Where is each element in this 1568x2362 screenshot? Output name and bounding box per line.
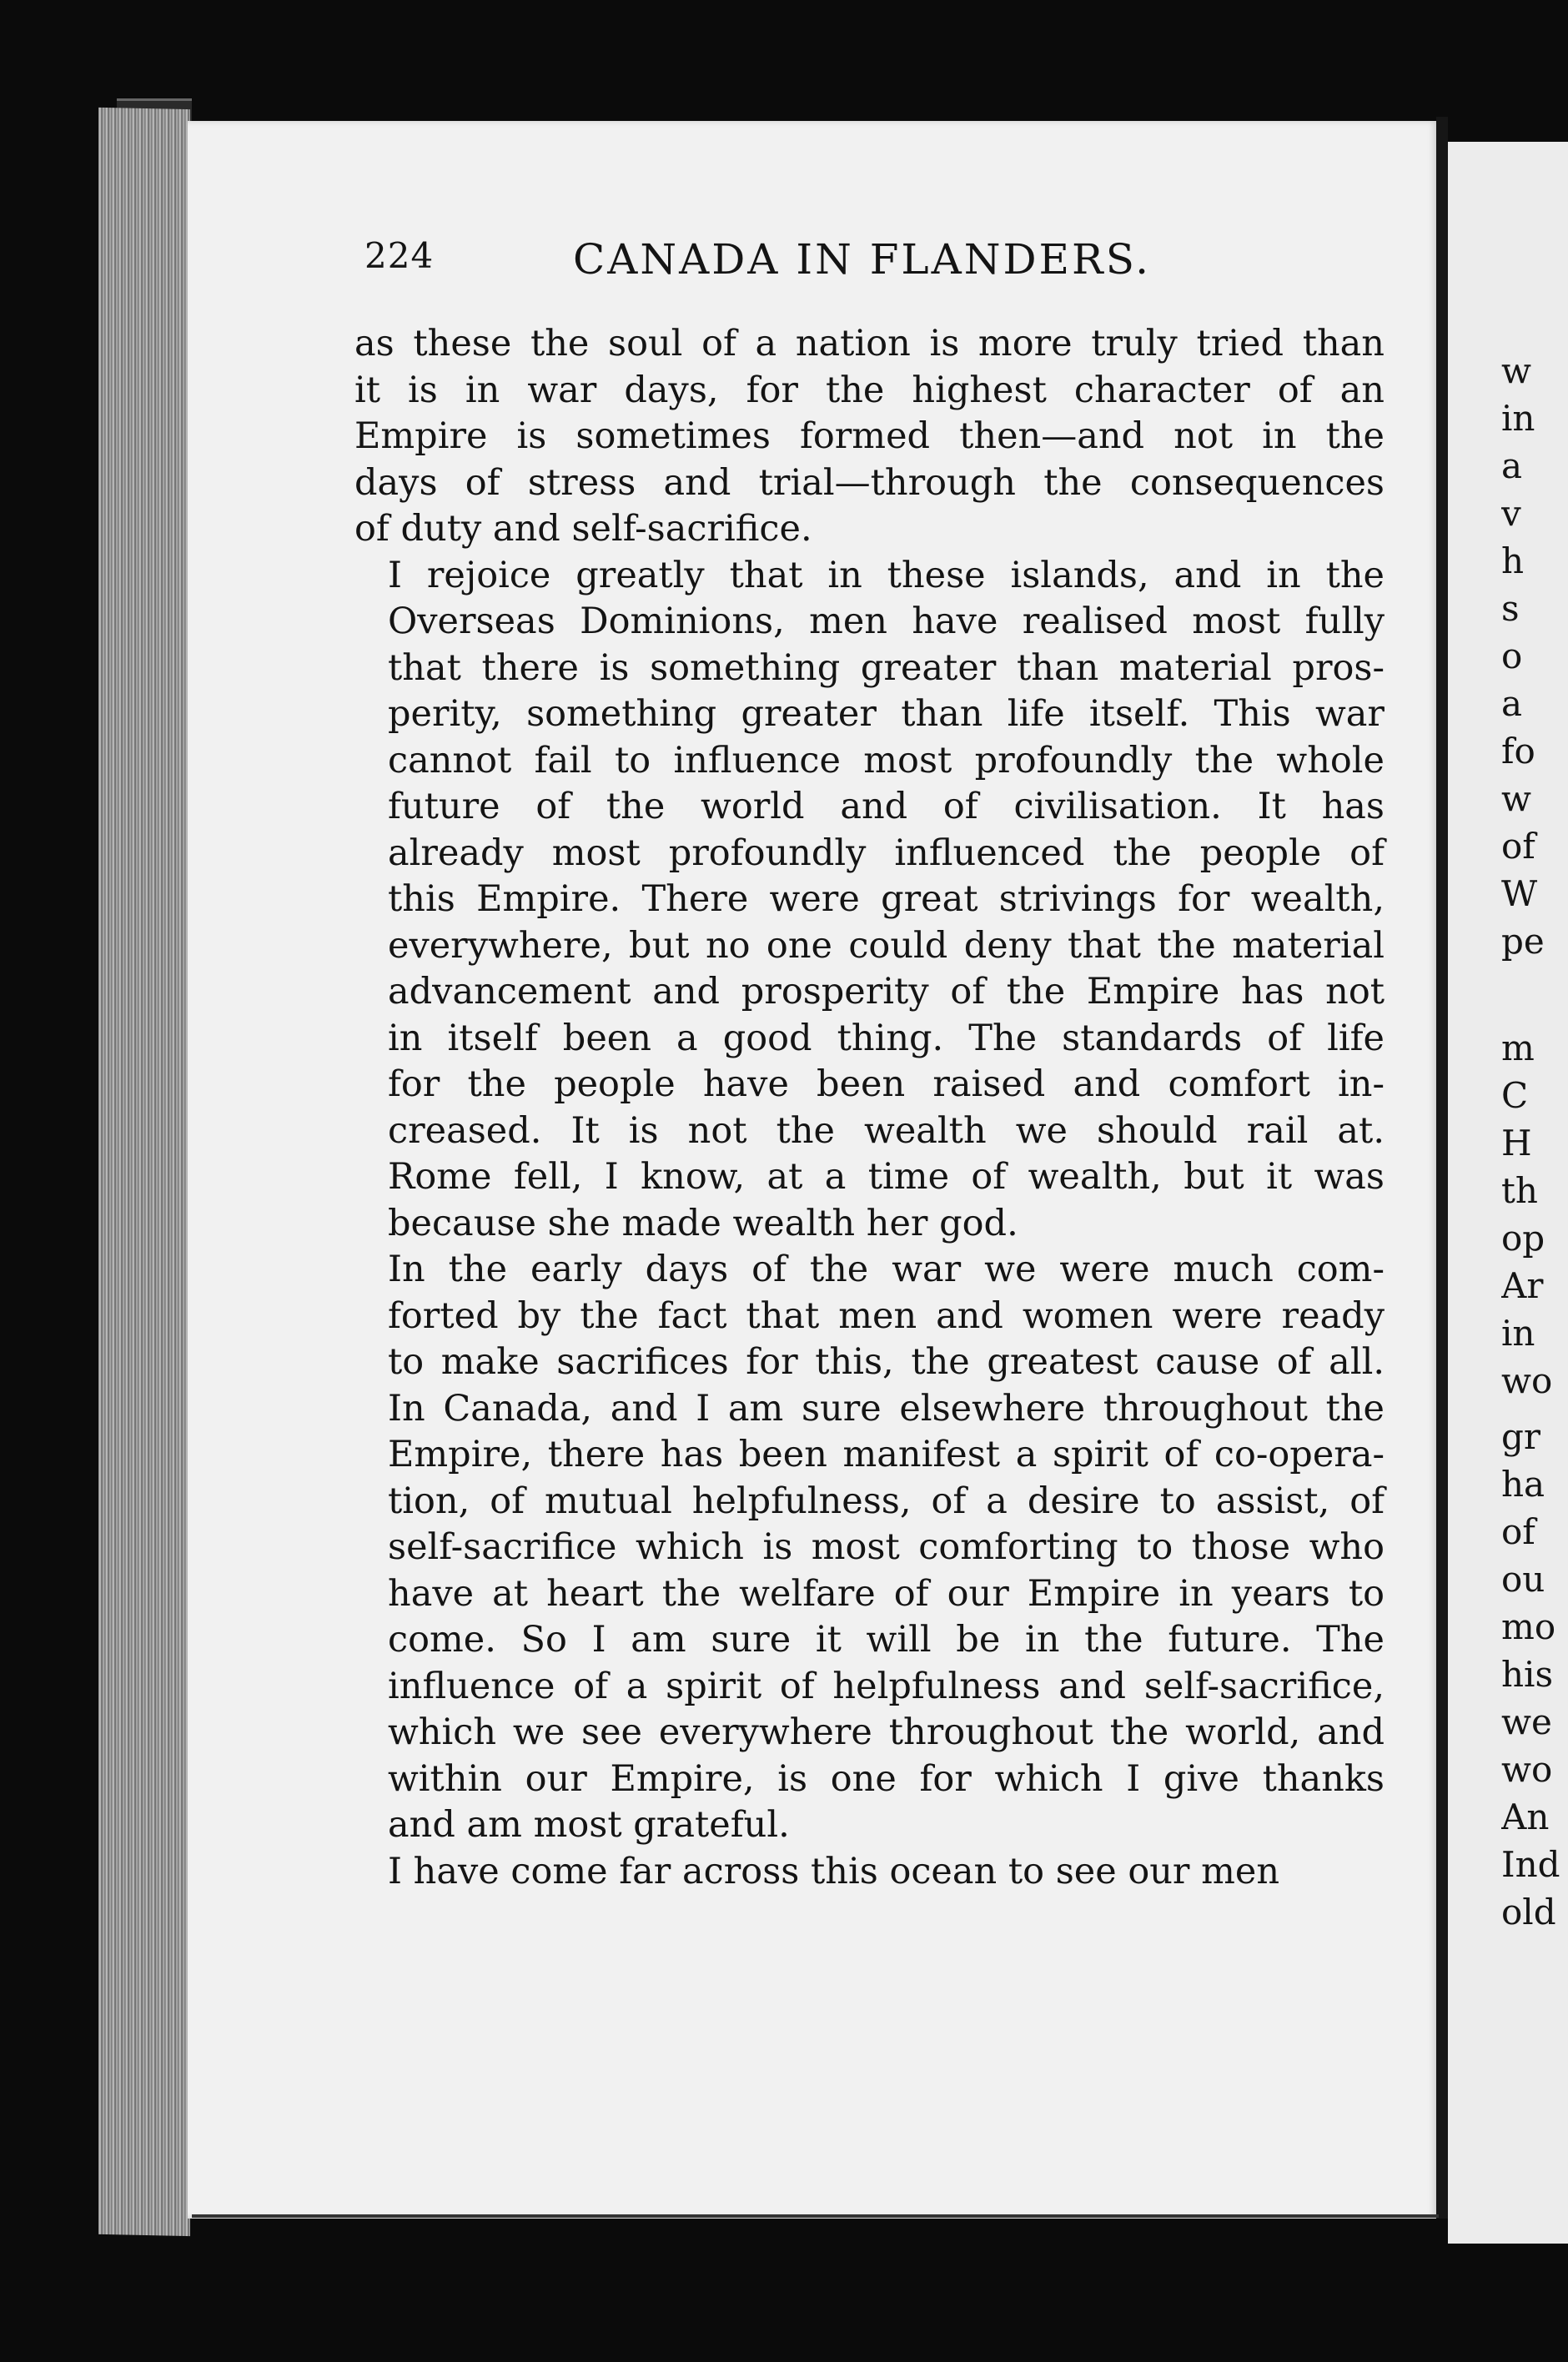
paragraph bbox=[354, 1849, 1385, 1896]
text-line: creased. It is not the wealth we should rail at. bbox=[388, 1109, 1385, 1152]
right-page-fragment: of bbox=[1501, 1511, 1535, 1552]
right-page-fragment: in bbox=[1501, 1313, 1535, 1354]
text-line: tion, of mutual helpfulness, of a desire to assist, of bbox=[388, 1480, 1385, 1522]
text-line: Overseas Dominions, men have realised most fully bbox=[388, 601, 1385, 642]
text-line: of duty and self-sacrifice. bbox=[354, 508, 812, 550]
right-page-fragment: mo bbox=[1501, 1606, 1556, 1647]
text-line: for the people have been raised and comfort in- bbox=[388, 1063, 1385, 1105]
text-line: this Empire. There were great strivings for wealth, bbox=[388, 878, 1385, 920]
text-line: perity, something greater than life itself. This war bbox=[388, 693, 1385, 735]
text-line: Empire is sometimes formed then—and not in the bbox=[354, 415, 1385, 457]
right-page-fragment: ha bbox=[1501, 1464, 1545, 1505]
right-page-fragment: fo bbox=[1501, 731, 1535, 771]
right-page-fragment: Ind bbox=[1501, 1844, 1560, 1885]
text-line: influence of a spirit of helpfulness and self-sacrifice, bbox=[388, 1665, 1385, 1707]
running-header bbox=[364, 235, 1386, 294]
right-page-fragment: old bbox=[1501, 1892, 1556, 1932]
right-page-fragment: wo bbox=[1501, 1749, 1553, 1790]
page-edges bbox=[98, 108, 190, 2236]
right-page-fragment: a bbox=[1501, 683, 1523, 724]
text-line: have at heart the welfare of our Empire in years to bbox=[388, 1572, 1385, 1615]
text-line: Rome fell, I know, at a time of wealth, but it was bbox=[388, 1156, 1385, 1198]
text-line: self-sacrifice which is most comforting to those who bbox=[388, 1526, 1385, 1568]
right-page-fragment: m bbox=[1501, 1028, 1535, 1068]
right-page-fragment: in bbox=[1501, 398, 1535, 439]
paragraph bbox=[354, 321, 1385, 553]
text-line: come. So I am sure it will be in the future. The bbox=[388, 1619, 1385, 1661]
book-title: CANADA IN FLANDERS. bbox=[573, 235, 1152, 284]
text-line: to make sacrifices for this, the greatest cause of all. bbox=[388, 1341, 1385, 1383]
right-page-fragment: we bbox=[1501, 1701, 1552, 1742]
text-line: in itself been a good thing. The standards of life bbox=[388, 1017, 1385, 1059]
book-gutter bbox=[1436, 117, 1448, 2219]
right-page-fragment: s bbox=[1501, 588, 1520, 629]
text-line: forted by the fact that men and women were ready bbox=[388, 1294, 1385, 1337]
text-line: I have come far across this ocean to see our men bbox=[388, 1850, 1280, 1892]
text-line: that there is something greater than material pros- bbox=[388, 646, 1385, 689]
text-line: In Canada, and I am sure elsewhere throughout the bbox=[388, 1387, 1385, 1430]
right-page-fragment: o bbox=[1501, 636, 1523, 676]
right-page-fragment: W bbox=[1501, 873, 1538, 914]
text-line: everywhere, but no one could deny that the material bbox=[388, 924, 1385, 967]
right-page-fragment: C bbox=[1501, 1075, 1529, 1116]
text-line: which we see everywhere throughout the world, and bbox=[388, 1711, 1385, 1753]
right-page-fragment: v bbox=[1501, 493, 1521, 534]
text-line: Empire, there has been manifest a spirit of co-opera- bbox=[388, 1434, 1385, 1475]
text-line: days of stress and trial—through the consequences bbox=[354, 461, 1385, 504]
text-line: I rejoice greatly that in these islands, and in the bbox=[388, 554, 1385, 596]
right-page-fragment: a bbox=[1501, 445, 1523, 486]
text-line: because she made wealth her god. bbox=[388, 1202, 1018, 1244]
paragraph bbox=[354, 1247, 1385, 1849]
right-page-fragment: op bbox=[1501, 1218, 1545, 1259]
body-text bbox=[354, 321, 1385, 1895]
right-page-fragment: gr bbox=[1501, 1416, 1540, 1457]
right-page-fragment: An bbox=[1501, 1797, 1550, 1837]
page-number: 224 bbox=[364, 235, 435, 276]
text-line: In the early days of the war we were much com- bbox=[388, 1249, 1385, 1290]
right-page-fragment: pe bbox=[1501, 921, 1545, 962]
text-line: it is in war days, for the highest character of an bbox=[354, 369, 1385, 411]
right-page-fragment: of bbox=[1501, 826, 1535, 867]
right-page-fragment: th bbox=[1501, 1170, 1538, 1211]
paragraph bbox=[354, 553, 1385, 1248]
right-page-fragment: w bbox=[1501, 350, 1531, 391]
text-line: and am most grateful. bbox=[388, 1804, 790, 1846]
text-line: cannot fail to influence most profoundly the whole bbox=[388, 739, 1385, 781]
right-page-fragment: h bbox=[1501, 540, 1525, 581]
text-line: as these the soul of a nation is more truly tried than bbox=[354, 323, 1385, 364]
text-line: future of the world and of civilisation. It has bbox=[388, 786, 1385, 827]
right-page-fragment: Ar bbox=[1501, 1265, 1544, 1306]
text-line: already most profoundly influenced the people of bbox=[388, 832, 1385, 874]
page-bottom-edge bbox=[192, 2214, 1439, 2218]
right-page-fragment: w bbox=[1501, 778, 1531, 819]
right-page-fragment: H bbox=[1501, 1123, 1532, 1163]
right-page-fragment: wo bbox=[1501, 1360, 1553, 1401]
right-page-fragment: ou bbox=[1501, 1559, 1545, 1600]
text-line: within our Empire, is one for which I give thanks bbox=[388, 1757, 1385, 1800]
text-line: advancement and prosperity of the Empire has not bbox=[388, 971, 1385, 1013]
right-page-fragment: his bbox=[1501, 1654, 1554, 1695]
